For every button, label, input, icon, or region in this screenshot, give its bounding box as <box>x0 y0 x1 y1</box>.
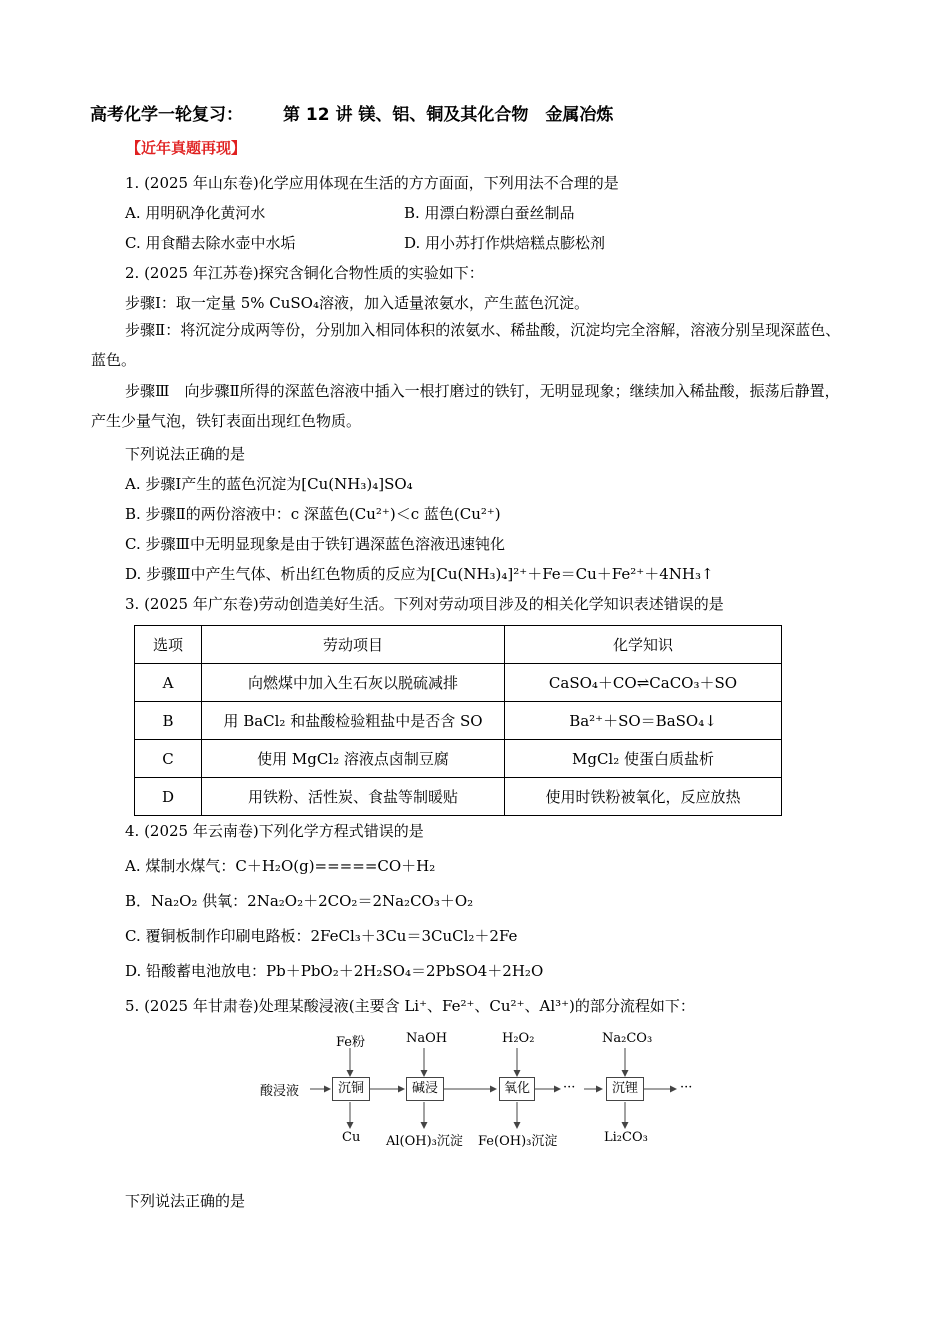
flow-step-alkali: 碱浸 <box>406 1077 444 1101</box>
row-b-labor: 用 BaCl₂ 和盐酸检验粗盐中是否含 SO <box>202 702 505 740</box>
q1-option-a: A. 用明矾净化黄河水 <box>125 204 266 222</box>
q4-stem: 4. (2025 年云南卷)下列化学方程式错误的是 <box>125 822 424 840</box>
q2-step3: 步骤Ⅲ 向步骤Ⅱ所得的深蓝色溶液中插入一根打磨过的铁钉，无明显现象；继续加入稀盐酸，振荡后静置，产生少量气泡，铁钉表面出现红色物质。 <box>91 382 840 430</box>
q2-step2: 步骤Ⅱ：将沉淀分成两等份，分别加入相同体积的浓氨水、稀盐酸，沉淀均完全溶解，溶液分别呈现深蓝色、蓝色。 <box>91 321 841 369</box>
row-a-option: A <box>135 664 202 702</box>
reagent-fe: Fe粉 <box>336 1035 366 1050</box>
q5-ask: 下列说法正确的是 <box>125 1192 246 1210</box>
q2-option-d: D. 步骤Ⅲ中产生气体、析出红色物质的反应为[Cu(NH₃)₄]²⁺＋Fe＝Cu＋Fe²⁺＋4NH₃↑ <box>125 565 714 583</box>
product-feoh3: Fe(OH)₃沉淀 <box>478 1134 558 1149</box>
table-row <box>135 778 782 816</box>
row-c-knowledge: MgCl₂ 使蛋白质盐析 <box>505 740 782 778</box>
q4-option-a: A. 煤制水煤气：C＋H₂O(g)=====CO＋H₂ <box>125 857 436 875</box>
header-labor: 劳动项目 <box>202 626 505 664</box>
flow-step-oxidation: 氧化 <box>499 1077 535 1101</box>
q2-option-b: B. 步骤Ⅱ的两份溶液中：c 深蓝色(Cu²⁺)＜c 蓝色(Cu²⁺) <box>125 505 501 523</box>
q1-option-b: B. 用漂白粉漂白蚕丝制品 <box>404 204 575 222</box>
q3-stem: 3. (2025 年广东卷)劳动创造美好生活。下列对劳动项目涉及的相关化学知识表述错误的是 <box>125 595 724 613</box>
q1-option-d: D. 用小苏打作烘焙糕点膨松剂 <box>404 234 606 252</box>
row-c-labor: 使用 MgCl₂ 溶液点卤制豆腐 <box>202 740 505 778</box>
header-option: 选项 <box>135 626 202 664</box>
q2-option-c: C. 步骤Ⅲ中无明显现象是由于铁钉遇深蓝色溶液迅速钝化 <box>125 535 505 553</box>
row-a-labor: 向燃煤中加入生石灰以脱硫减排 <box>202 664 505 702</box>
table-row <box>135 740 782 778</box>
q4-option-d: D. 铅酸蓄电池放电：Pb＋PbO₂＋2H₂SO₄＝2PbSO4＋2H₂O <box>125 962 544 980</box>
flow-diagram <box>258 1028 708 1153</box>
product-aloh3: Al(OH)₃沉淀 <box>386 1134 463 1149</box>
q3-table <box>134 625 782 816</box>
q1-option-c: C. 用食醋去除水壶中水垢 <box>125 234 296 252</box>
row-c-option: C <box>135 740 202 778</box>
flow-step-copper: 沉铜 <box>332 1077 370 1101</box>
q4-option-c: C. 覆铜板制作印刷电路板：2FeCl₃＋3Cu＝3CuCl₂＋2Fe <box>125 927 518 945</box>
flow-ellipsis-1: ··· <box>563 1080 576 1095</box>
header-knowledge: 化学知识 <box>505 626 782 664</box>
section-heading: 【近年真题再现】 <box>126 139 247 157</box>
page-title <box>90 100 613 125</box>
course-title: 高考化学一轮复习： <box>90 105 243 125</box>
row-d-option: D <box>135 778 202 816</box>
flow-ellipsis-2: ··· <box>680 1080 693 1095</box>
product-cu: Cu <box>342 1130 361 1145</box>
q4-option-b: B．Na₂O₂ 供氧：2Na₂O₂＋2CO₂＝2Na₂CO₃＋O₂ <box>125 892 474 910</box>
table-header-row <box>135 626 782 664</box>
q2-stem: 2. (2025 年江苏卷)探究含铜化合物性质的实验如下： <box>125 264 484 282</box>
q2-option-a: A. 步骤Ⅰ产生的蓝色沉淀为[Cu(NH₃)₄]SO₄ <box>125 475 413 493</box>
q1-stem: 1. (2025 年山东卷)化学应用体现在生活的方方面面，下列用法不合理的是 <box>125 174 619 192</box>
reagent-h2o2: H₂O₂ <box>502 1031 535 1046</box>
row-b-knowledge: Ba²⁺＋SO＝BaSO₄↓ <box>505 702 782 740</box>
row-a-knowledge: CaSO₄＋CO⇌CaCO₃＋SO <box>505 664 782 702</box>
row-d-knowledge: 使用时铁粉被氧化，反应放热 <box>505 778 782 816</box>
q2-step1: 步骤Ⅰ：取一定量 5% CuSO₄溶液，加入适量浓氨水，产生蓝色沉淀。 <box>125 294 589 312</box>
table-row <box>135 664 782 702</box>
flow-start: 酸浸液 <box>260 1084 300 1099</box>
reagent-naoh: NaOH <box>406 1031 448 1046</box>
lesson-title: 第 12 讲 镁、铝、铜及其化合物 金属冶炼 <box>283 105 614 125</box>
reagent-na2co3: Na₂CO₃ <box>602 1031 653 1046</box>
q5-stem: 5. (2025 年甘肃卷)处理某酸浸液(主要含 Li⁺、Fe²⁺、Cu²⁺、Al³⁺)的部分流程如下： <box>125 997 695 1015</box>
product-li2co3: Li₂CO₃ <box>604 1130 648 1145</box>
flow-step-lithium: 沉锂 <box>606 1077 644 1101</box>
q2-ask: 下列说法正确的是 <box>125 445 246 463</box>
row-d-labor: 用铁粉、活性炭、食盐等制暖贴 <box>202 778 505 816</box>
row-b-option: B <box>135 702 202 740</box>
table-row <box>135 702 782 740</box>
